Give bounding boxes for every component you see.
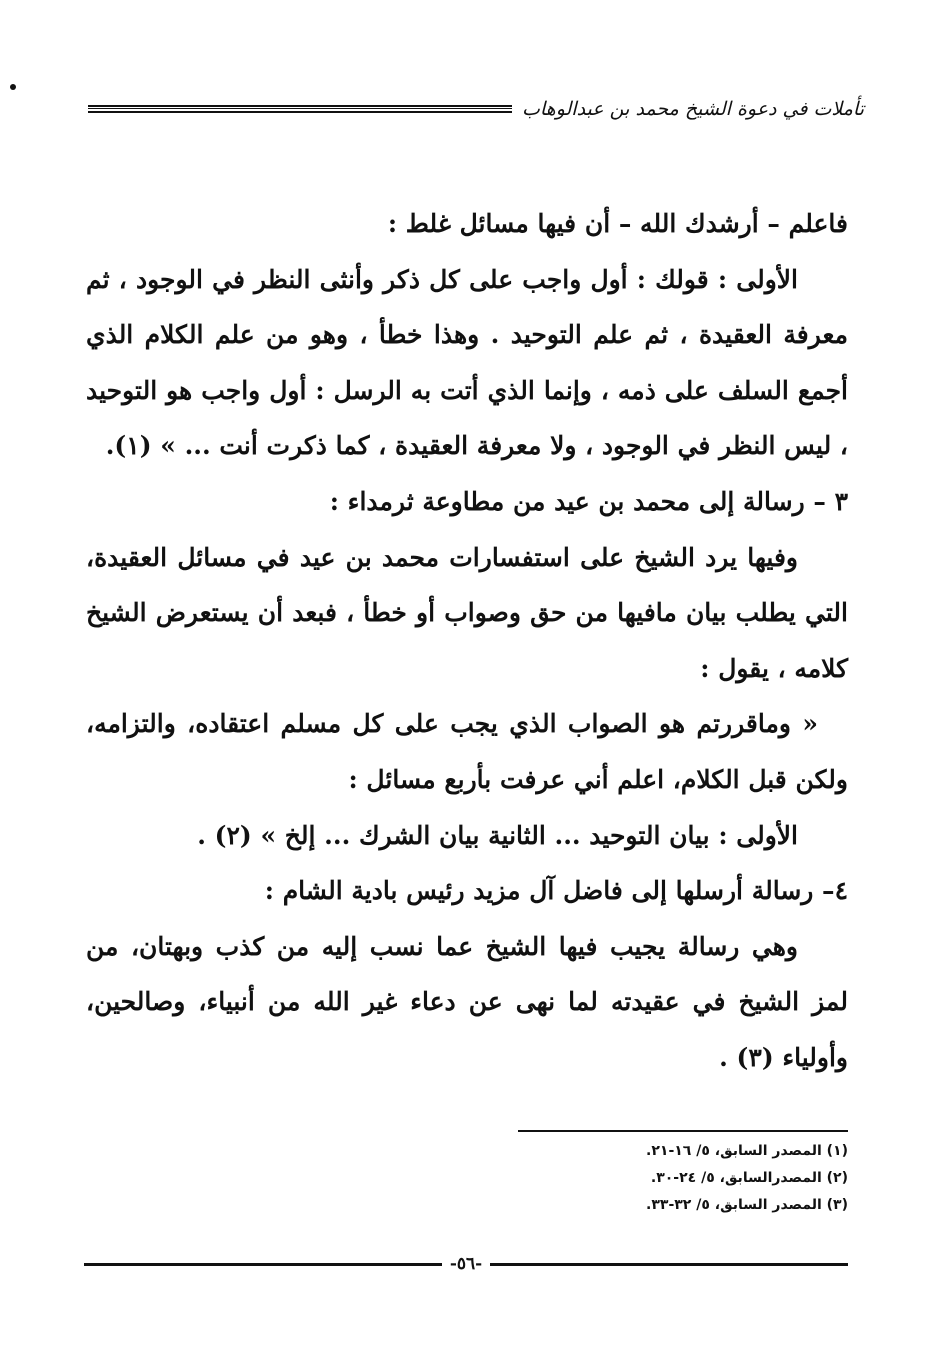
paragraph-quote: « وماقررتم هو الصواب الذي يجب على كل مسلم اعتقاده، والتزامه، ولكن قبل الكلام، اعلم أني عرفت بأربع مسائل :: [86, 709, 848, 794]
header-rule: [88, 105, 512, 113]
paragraph-intro: فاعلم – أرشدك الله – أن فيها مسائل غلط :: [387, 209, 848, 238]
page-number: -٥٦-: [449, 1254, 483, 1274]
paragraph-first-issue: الأولى : قولك : أول واجب على كل ذكر وأنثى النظر في الوجود ، ثم معرفة العقيدة ، ثم علم التوحيد . وهذا خطأ ، وهو من علم الكلام الذي أجمع السلف على ذمه ، وإنما الذي أتت به الرسل : أول واجب هو التوحيد ، ليس النظر في الوجود ، ولا معرفة العقيدة ، كما ذكرت أنت ... » (١).: [86, 264, 848, 461]
heading-letter-3: ٣ – رسالة إلى محمد بن عيد من مطاوعة ثرمداء :: [329, 486, 848, 516]
footnotes-rule: [518, 1130, 848, 1132]
paragraph-letter-4-description: وهي رسالة يجيب فيها الشيخ عما نسب إليه من كذب وبهتان، من لمز الشيخ في عقيدته لما نهى عن دعاء غير الله من أنبياء، وصالحين، وأولياء (٣) .: [86, 931, 848, 1072]
running-header: [88, 94, 864, 124]
footer-rule-left: [84, 1263, 442, 1266]
footnotes: [500, 1138, 848, 1219]
footer-rule-right: [490, 1263, 848, 1266]
page-footer: [84, 1252, 848, 1276]
heading-letter-4: ٤– رسالة أرسلها إلى فاضل آل مزيد رئيس بادية الشام :: [264, 876, 848, 906]
footnote-2: (٢) المصدرالسابق، ٥/ ٢٤-٣٠.: [650, 1170, 848, 1186]
header-title: تأملات في دعوة الشيخ محمد بن عبدالوهاب: [522, 98, 864, 120]
paragraph-first-matter: الأولى : بيان التوحيد ... الثانية بيان الشرك ... إلخ » (٢) .: [197, 820, 798, 850]
body-text: [86, 196, 848, 1086]
scan-speck: [10, 84, 16, 90]
footnote-1: (١) المصدر السابق، ٥/ ١٦-٢١.: [646, 1143, 848, 1159]
paragraph-letter-3-description: وفيها يرد الشيخ على استفسارات محمد بن عيد في مسائل العقيدة، التي يطلب بيان مافيها من حق وصواب أو خطأ ، فبعد أن يستعرض الشيخ كلامه ، يقول :: [86, 542, 848, 683]
footnote-3: (٣) المصدر السابق، ٥/ ٣٢-٣٣.: [646, 1197, 848, 1213]
